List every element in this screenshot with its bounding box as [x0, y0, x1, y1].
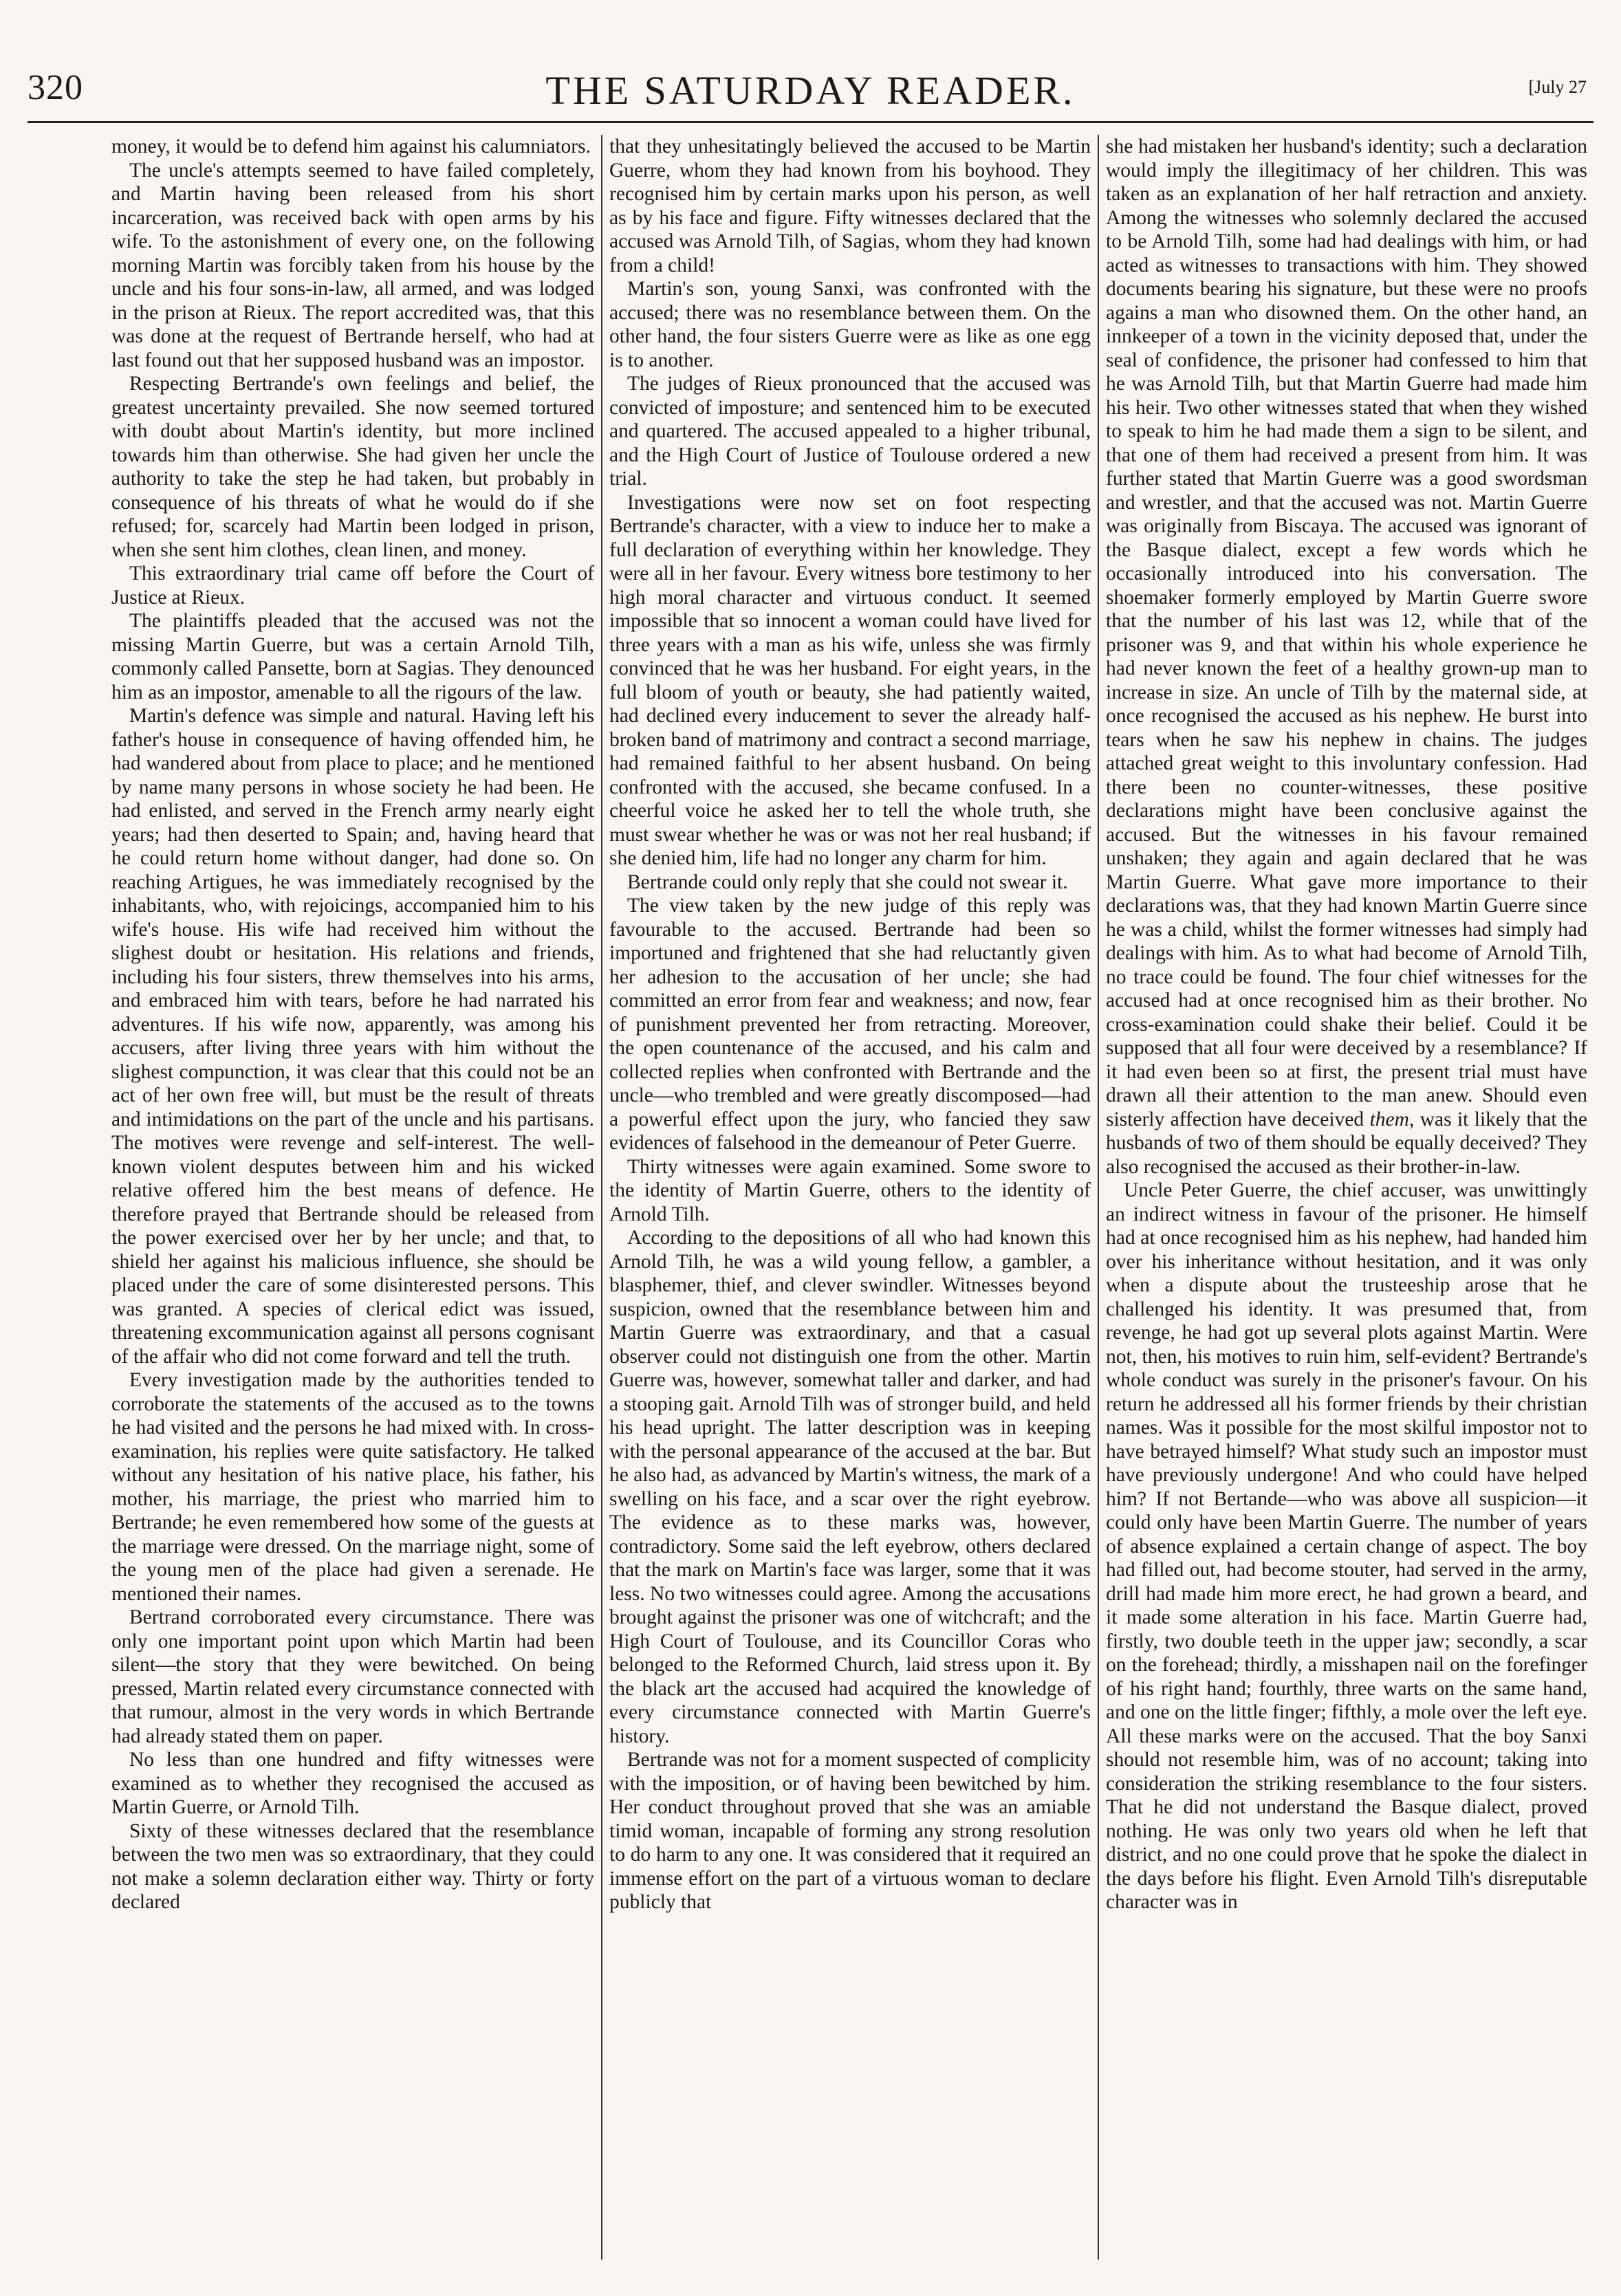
paragraph: Martin's son, young Sanxi, was confronted with the accused; there was no resemblance between them. On the other hand, the four sisters Guerre were as like as one egg is to another.	[609, 278, 1091, 371]
issue-date: [July 27	[1528, 77, 1587, 97]
column-2	[601, 135, 1098, 2260]
column-1	[105, 135, 601, 2260]
article-columns	[105, 135, 1596, 2260]
paragraph: The judges of Rieux pronounced that the accused was convicted of imposture; and sentenced him to be executed and quartered. The accused appealed to a higher tribunal, and the High Court of Justice of Toulouse ordered a new trial.	[609, 373, 1091, 490]
header-rule	[28, 121, 1593, 123]
paragraph: Every investigation made by the authorities tended to corroborate the statements of the accused as to the towns he had visited and the persons he had mixed with. In cross-examination, his replies were quite satisfactory. He talked without any hesitation of his native place, his father, his mother, his marriage, the priest who married him to Bertrande; he even remembered how some of the guests at the marriage were dressed. On the marriage night, some of the young men of the place had given a serenade. He mentioned their names.	[111, 1369, 594, 1605]
paragraph: Investigations were now set on foot respecting Bertrande's character, with a view to induce her to make a full declaration of everything within her knowledge. They were all in her favour. Every witness bore testimony to her high moral character and virtuous conduct. It seemed impossible that so innocent a woman could have lived for three years with a man as his wife, unless she was firmly convinced that he was her husband. For eight years, in the full bloom of youth or beauty, she had patiently waited, had declined every inducement to sever the already half-broken band of matrimony and contract a second marriage, had remained faithful to her absent husband. On being confronted with the accused, she became confused. In a cheerful voice he asked her to tell the whole truth, she must swear whether he was or was not her real husband; if she denied him, life had no longer any charm for him.	[609, 491, 1091, 869]
paragraph: No less than one hundred and fifty witnesses were examined as to whether they recognised the accused as Martin Guerre, or Arnold Tilh.	[111, 1749, 594, 1818]
paragraph: The uncle's attempts seemed to have failed completely, and Martin having been released from his short incarceration, was received back with open arms by his wife. To the astonishment of every one, on the following morning Martin was forcibly taken from his house by the uncle and his four sons-in-law, all armed, and was lodged in the prison at Rieux. The report accredited was, that this was done at the request of Bertrande herself, who had at last found out that her supposed husband was an impostor.	[111, 159, 594, 371]
paragraph: she had mistaken her husband's identity; such a declaration would imply the illegitimacy of her children. This was taken as an explanation of her half retraction and anxiety. Among the witnesses who solemnly declared the accused to be Arnold Tilh, some had had dealings with him, or had acted as witnesses to transactions with him. They showed documents bearing his signature, but these were no proofs agains a man who disowned them. On the other hand, an innkeeper of a town in the vicinity deposed that, under the seal of confidence, the prisoner had confessed to him that he was Arnold Tilh, but that Martin Guerre had made him his heir. Two other witnesses stated that when they wished to speak to him he had made them a sign to be silent, and that one of them had received a present from him. It was further stated that Martin Guerre was a good swordsman and wrestler, and that the accused was not. Martin Guerre was originally from Biscaya. The accused was ignorant of the Basque dialect, except a few words which he occasionally introduced into his conversation. The shoemaker formerly employed by Martin Guerre swore that the number of his last was 12, while that of the prisoner was 9, and that within his whole experience he had never known the feet of a healthy grown-up man to increase in size. An uncle of Tilh by the maternal side, at once recognised the accused as his nephew. He burst into tears when he saw his nephew in chains. The judges attached great weight to this involuntary confession. Had there been no counter-witnesses, these positive declarations might have been conclusive against the accused. But the witnesses in his favour remained unshaken; they again and again declared that he was Martin Guerre. What gave more importance to their declarations was, that they had known Martin Guerre since he was a child, whilst the former witnesses had simply had dealings with him. As to what had become of Arnold Tilh, no trace could be found. The four chief witnesses for the accused had at once recognised him as their brother. No cross-examination could shake their belief. Could it be supposed that all four were deceived by a resemblance? If it had even been so at first, the present trial must have drawn all their attention to the man anew. Should even sisterly affection have deceived them, was it likely that the husbands of two of them should be equally deceived? They also recognised the accused as their brother-in-law.	[1106, 135, 1588, 1178]
paragraph: Thirty witnesses were again examined. Some swore to the identity of Martin Guerre, others to the identity of Arnold Tilh.	[609, 1155, 1091, 1225]
paragraph: that they unhesitatingly believed the accused to be Martin Guerre, whom they had known from his boyhood. They recognised him by certain marks upon his person, as well as by his face and figure. Fifty witnesses declared that the accused was Arnold Tilh, of Sagias, whom they had known from a child!	[609, 135, 1091, 276]
paragraph: Respecting Bertrande's own feelings and belief, the greatest uncertainty prevailed. She now seemed tortured with doubt about Martin's identity, but more inclined towards him than otherwise. She had given her uncle the authority to take the step he had taken, but probably in consequence of his threats of what he would do if she refused; for, scarcely had Martin been lodged in prison, when she sent him clothes, clean linen, and money.	[111, 373, 594, 561]
paragraph: Martin's defence was simple and natural. Having left his father's house in consequence of having offended him, he had wandered about from place to place; and he mentioned by name many persons in whose society he had been. He had enlisted, and served in the French army nearly eight years; had then deserted to Spain; and, having heard that he could return home without danger, had done so. On reaching Artigues, he was immediately recognised by the inhabitants, who, with rejoicings, accompanied him to his wife's house. His wife had received him without the slighest doubt or hesitation. His relations and friends, including his four sisters, threw themselves into his arms, and embraced him with tears, before he had narrated his adventures. If his wife now, apparently, was among his accusers, after living three years with him without the slighest compunction, it was clear that this could not be an act of her own free will, but must be the result of threats and intimidations on the part of the uncle and his partisans. The motives were revenge and self-interest. The well-known violent desputes between him and his wicked relative offered him the best means of defence. He therefore prayed that Bertrande should be released from the power exercised over her by her uncle; and that, to shield her against his malicious influence, she should be placed under the care of some disinterested persons. This was granted. A species of clerical edict was issued, threatening excommunication against all persons cognisant of the affair who did not come forward and tell the truth.	[111, 705, 594, 1368]
paragraph: Bertrande could only reply that she could not swear it.	[627, 871, 1068, 893]
paragraph: money, it would be to defend him against his calumniators.	[111, 135, 591, 157]
paragraph: Sixty of these witnesses declared that the resemblance between the two men was so extraordinary, that they could not make a solemn declaration either way. Thirty or forty declared	[111, 1819, 594, 1913]
paragraph: Bertrand corroborated every circumstance. There was only one important point upon which Martin had been silent—the story that they were bewitched. On being pressed, Martin related every circumstance connected with that rumour, almost in the very words in which Bertrande had already stated them on paper.	[111, 1606, 594, 1747]
paragraph: According to the depositions of all who had known this Arnold Tilh, he was a wild young fellow, a gambler, a blasphemer, thief, and clever swindler. Witnesses beyond suspicion, owned that the resemblance between him and Martin Guerre was extraordinary, and that a casual observer could not distinguish one from the other. Martin Guerre was, however, somewhat taller and darker, and had a stooping gait. Arnold Tilh was of stronger build, and held his head upright. The latter description was in keeping with the personal appearance of the accused at the bar. But he also had, as advanced by Martin's witness, the mark of a swelling on his face, and a scar over the right eyebrow. The evidence as to these marks was, however, contradictory. Some said the left eyebrow, others declared that the mark on Martin's face was larger, some that it was less. No two witnesses could agree. Among the accusations brought against the prisoner was one of witchcraft; and the High Court of Toulouse, and its Councillor Coras who belonged to the Reformed Church, laid stress upon it. By the black art the accused had acquired the knowledge of every circumstance connected with Martin Guerre's history.	[609, 1227, 1091, 1747]
paragraph: Bertrande was not for a moment suspected of complicity with the imposition, or of having been bewitched by him. Her conduct throughout proved that she was an amiable timid woman, incapable of forming any strong resolution to do harm to any one. It was considered that it required an immense effort on the part of a virtuous woman to declare publicly that	[609, 1749, 1091, 1913]
page-number: 320	[28, 68, 83, 107]
publication-title: THE SATURDAY READER.	[545, 68, 1076, 113]
paragraph: The plaintiffs pleaded that the accused was not the missing Martin Guerre, but was a certain Arnold Tilh, commonly called Pansette, born at Sagias. They denounced him as an impostor, amenable to all the rigours of the law.	[111, 610, 594, 703]
paragraph: This extraordinary trial came off before the Court of Justice at Rieux.	[111, 562, 594, 609]
masthead	[28, 67, 1593, 120]
column-3	[1098, 135, 1594, 2260]
paragraph: Uncle Peter Guerre, the chief accuser, was unwittingly an indirect witness in favour of the prisoner. He himself had at once recognised him as his nephew, had handed him over his inheritance without hesitation, and it was only when a dispute about the trusteeship arose that he challenged his identity. It was presumed that, from revenge, he had got up several plots against Martin. Were not, then, his motives to ruin him, self-evident? Bertrande's whole conduct was surely in the prisoner's favour. On his return he addressed all his former friends by their christian names. Was it possible for the most skilful impostor not to have betrayed himself? What study such an impostor must have previously undergone! And who could have helped him? If not Bertande—who was above all suspicion—it could only have been Martin Guerre. The number of years of absence explained a certain change of aspect. The boy had filled out, had become stouter, had served in the army, drill had made him more erect, he had grown a beard, and it made some alteration in his face. Martin Guerre had, firstly, two double teeth in the upper jaw; secondly, a scar on the forehead; thirdly, a misshapen nail on the forefinger of his right hand; fourthly, three warts on the same hand, and one on the little finger; fifthly, a mole over the left eye. All these marks were on the accused. That the boy Sanxi should not resemble him, was of no account; taking into consideration the striking resemblance to the four sisters. That he did not understand the Basque dialect, proved nothing. He was only two years old when he left that district, and no one could prove that he spoke the dialect in the days before his flight. Even Arnold Tilh's disreputable character was in	[1106, 1179, 1587, 1913]
paragraph: The view taken by the new judge of this reply was favourable to the accused. Bertrande had been so importuned and frightened that she had reluctantly given her adhesion to the accusation of her uncle; she had committed an error from fear and weakness; and now, fear of punishment prevented her from retracting. Moreover, the open countenance of the accused, and his calm and collected replies when confronted with Bertrande and the uncle—who trembled and were greatly discomposed—had a powerful effect upon the jury, who fancied they saw evidences of falsehood in the demeanour of Peter Guerre.	[609, 895, 1091, 1154]
